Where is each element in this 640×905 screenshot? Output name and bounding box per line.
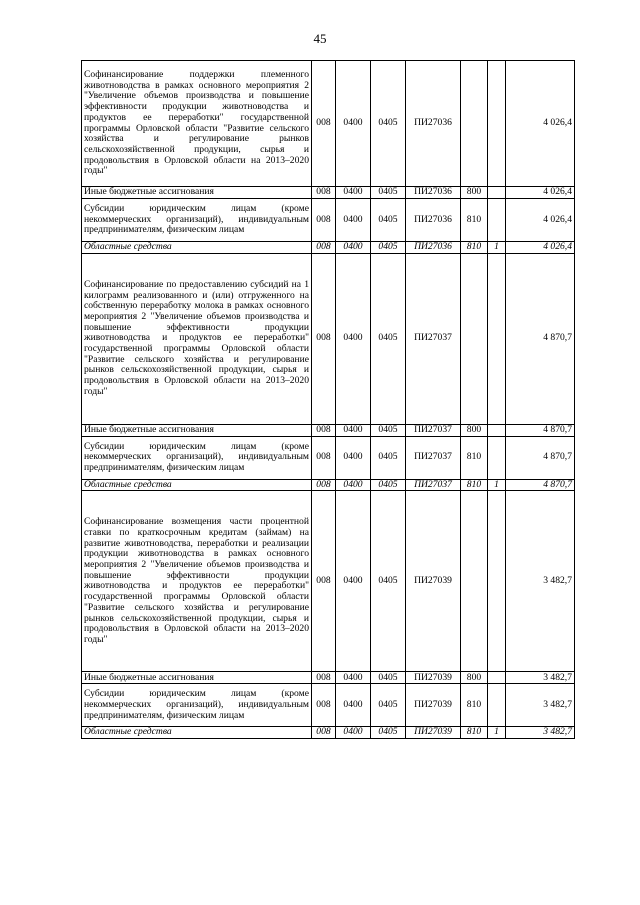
cell-sum: 4 026,4	[506, 187, 575, 199]
cell-rz: 0400	[336, 199, 371, 242]
cell-sum: 4 870,7	[506, 253, 575, 424]
cell-rz: 0400	[336, 684, 371, 727]
cell-rz: 0400	[336, 491, 371, 672]
row-name: Субсидии юридическим лицам (кроме некоммерческих организаций), индивидуальным предпринимателям, физическим лицам	[82, 436, 312, 479]
cell-ved: 008	[312, 253, 336, 424]
cell-rz: 0400	[336, 187, 371, 199]
cell-ved: 008	[312, 199, 336, 242]
row-name: Областные средства	[82, 479, 312, 491]
table-row	[82, 61, 575, 187]
cell-pr: 0405	[371, 253, 406, 424]
cell-sum: 3 482,7	[506, 672, 575, 684]
cell-cs: ПИ27036	[406, 61, 461, 187]
table-row	[82, 479, 575, 491]
cell-pr: 0405	[371, 727, 406, 739]
table-row	[82, 727, 575, 739]
cell-source: 1	[488, 242, 506, 254]
cell-source	[488, 684, 506, 727]
cell-cs: ПИ27037	[406, 479, 461, 491]
cell-source	[488, 491, 506, 672]
cell-cs: ПИ27036	[406, 199, 461, 242]
cell-vr: 800	[461, 424, 488, 436]
cell-source	[488, 187, 506, 199]
table-row	[82, 436, 575, 479]
cell-ved: 008	[312, 436, 336, 479]
cell-vr: 810	[461, 479, 488, 491]
row-name: Иные бюджетные ассигнования	[82, 672, 312, 684]
row-name: Иные бюджетные ассигнования	[82, 187, 312, 199]
row-name: Субсидии юридическим лицам (кроме некоммерческих организаций), индивидуальным предпринимателям, физическим лицам	[82, 199, 312, 242]
cell-ved: 008	[312, 672, 336, 684]
table-row	[82, 242, 575, 254]
cell-vr: 810	[461, 199, 488, 242]
cell-source	[488, 253, 506, 424]
cell-rz: 0400	[336, 672, 371, 684]
cell-ved: 008	[312, 187, 336, 199]
cell-pr: 0405	[371, 199, 406, 242]
cell-cs: ПИ27036	[406, 187, 461, 199]
cell-cs: ПИ27037	[406, 424, 461, 436]
cell-cs: ПИ27039	[406, 491, 461, 672]
cell-pr: 0405	[371, 424, 406, 436]
row-name: Софинансирование поддержки племенного животноводства в рамках основного мероприятия 2 "Увеличение объемов производства и повышение эффективности продукции животноводства и продуктов ее переработки" государственной программы Орловской области "Развитие сельского хозяйства и регулирование рынков сельскохозяйственной продукции, сырья и продовольствия в Орловской области на 2013–2020 годы"	[82, 61, 312, 187]
page-number: 45	[313, 31, 327, 46]
cell-ved: 008	[312, 479, 336, 491]
cell-vr: 810	[461, 436, 488, 479]
cell-rz: 0400	[336, 242, 371, 254]
cell-sum: 4 870,7	[506, 479, 575, 491]
cell-pr: 0405	[371, 491, 406, 672]
cell-rz: 0400	[336, 424, 371, 436]
table-row	[82, 187, 575, 199]
budget-table	[81, 60, 575, 739]
cell-cs: ПИ27039	[406, 672, 461, 684]
cell-cs: ПИ27036	[406, 242, 461, 254]
cell-pr: 0405	[371, 479, 406, 491]
row-name: Субсидии юридическим лицам (кроме некоммерческих организаций), индивидуальным предпринимателям, физическим лицам	[82, 684, 312, 727]
cell-sum: 4 026,4	[506, 242, 575, 254]
cell-cs: ПИ27037	[406, 253, 461, 424]
cell-pr: 0405	[371, 187, 406, 199]
cell-ved: 008	[312, 424, 336, 436]
cell-rz: 0400	[336, 253, 371, 424]
cell-rz: 0400	[336, 61, 371, 187]
cell-sum: 4 026,4	[506, 199, 575, 242]
row-name: Областные средства	[82, 242, 312, 254]
cell-ved: 008	[312, 491, 336, 672]
table-row	[82, 672, 575, 684]
cell-source	[488, 424, 506, 436]
cell-source	[488, 199, 506, 242]
cell-vr	[461, 253, 488, 424]
cell-source	[488, 436, 506, 479]
cell-sum: 4 026,4	[506, 61, 575, 187]
row-name: Софинансирование по предоставлению субсидий на 1 килограмм реализованного и (или) отгруженного на собственную переработку молока в рамках основного мероприятия 2 "Увеличение объемов производства и повышение эффективности продукции животноводства и продуктов ее переработки" государственной программы Орловской области "Развитие сельского хозяйства и регулирование рынков сельскохозяйственной продукции, сырья и продовольствия в Орловской области на 2013–2020 годы"	[82, 253, 312, 424]
cell-ved: 008	[312, 61, 336, 187]
cell-vr: 810	[461, 242, 488, 254]
cell-pr: 0405	[371, 684, 406, 727]
cell-rz: 0400	[336, 727, 371, 739]
table-row	[82, 424, 575, 436]
cell-vr: 800	[461, 187, 488, 199]
row-name: Иные бюджетные ассигнования	[82, 424, 312, 436]
table-row	[82, 491, 575, 672]
cell-source: 1	[488, 479, 506, 491]
cell-vr: 800	[461, 672, 488, 684]
cell-sum: 4 870,7	[506, 424, 575, 436]
cell-vr	[461, 61, 488, 187]
cell-cs: ПИ27037	[406, 436, 461, 479]
cell-source: 1	[488, 727, 506, 739]
cell-vr: 810	[461, 684, 488, 727]
cell-sum: 3 482,7	[506, 491, 575, 672]
cell-source	[488, 61, 506, 187]
cell-vr: 810	[461, 727, 488, 739]
cell-cs: ПИ27039	[406, 684, 461, 727]
table-row	[82, 684, 575, 727]
cell-source	[488, 672, 506, 684]
table-row	[82, 199, 575, 242]
cell-ved: 008	[312, 242, 336, 254]
row-name: Областные средства	[82, 727, 312, 739]
cell-pr: 0405	[371, 672, 406, 684]
cell-sum: 4 870,7	[506, 436, 575, 479]
cell-ved: 008	[312, 727, 336, 739]
table-row	[82, 253, 575, 424]
cell-sum: 3 482,7	[506, 684, 575, 727]
cell-ved: 008	[312, 684, 336, 727]
cell-rz: 0400	[336, 479, 371, 491]
cell-vr	[461, 491, 488, 672]
cell-sum: 3 482,7	[506, 727, 575, 739]
cell-rz: 0400	[336, 436, 371, 479]
cell-cs: ПИ27039	[406, 727, 461, 739]
cell-pr: 0405	[371, 242, 406, 254]
cell-pr: 0405	[371, 61, 406, 187]
cell-pr: 0405	[371, 436, 406, 479]
row-name: Софинансирование возмещения части процентной ставки по краткосрочным кредитам (займам) на развитие животноводства, переработки и реализации продукции животноводства в рамках основного мероприятия 2 "Увеличение объемов производства и повышение эффективности продукции животноводства и продуктов ее переработки" государственной программы Орловской области "Развитие сельского хозяйства и регулирование рынков сельскохозяйственной продукции, сырья и продовольствия в Орловской области на 2013–2020 годы"	[82, 491, 312, 672]
